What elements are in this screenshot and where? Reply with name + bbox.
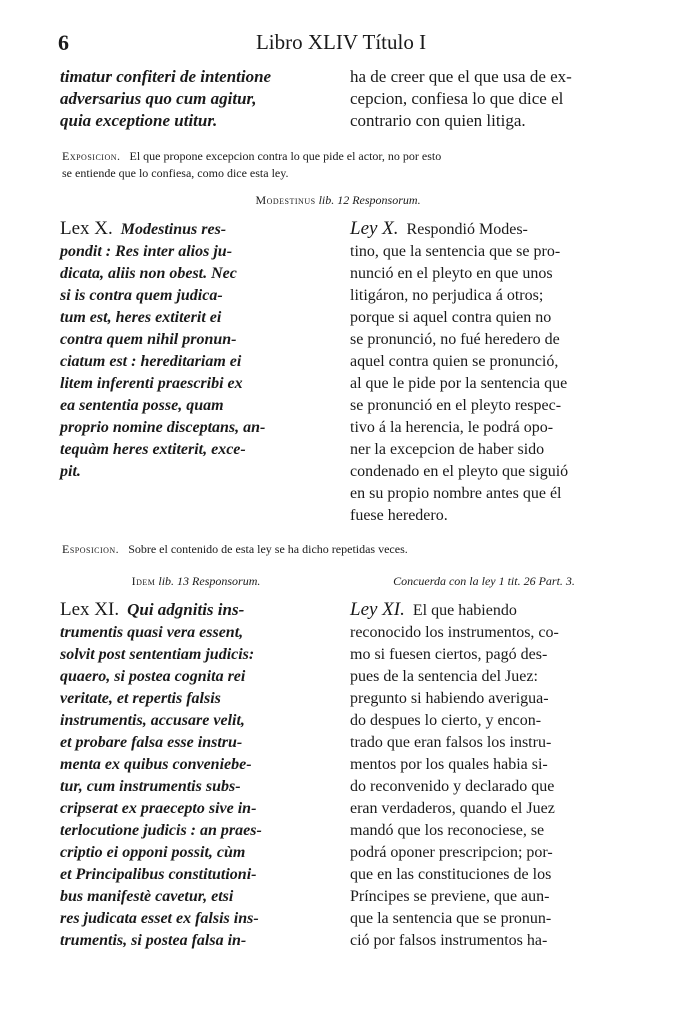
text-line: pit. (60, 463, 81, 480)
text-line: Príncipes se previene, que aun- (350, 888, 550, 905)
ley-x-spanish (350, 218, 618, 527)
exposicion-text: se entiende que lo confiesa, como dice esta ley. (62, 166, 289, 180)
text-line: et Principalibus constitutioni- (60, 866, 257, 883)
text-line: tivo á la herencia, le podrá opo- (350, 419, 554, 436)
source-reference (60, 192, 616, 208)
concordance-reference: Concuerda con la ley 1 tit. 26 Part. 3. (393, 574, 575, 588)
text-line: ciatum est : hereditariam ei (60, 353, 242, 370)
text-line: tequàm heres extiterit, exce- (60, 441, 246, 458)
text-line: tino, que la sentencia que se pro- (350, 243, 561, 260)
text-line: trumentis, si postea falsa in- (60, 932, 247, 949)
lex-xi-latin (60, 599, 332, 952)
text-line: aquel contra quien se pronunció, (350, 353, 559, 370)
text-line: condenado en el pleyto que siguió (350, 463, 569, 480)
text-line: mandó que los reconociese, se (350, 822, 545, 839)
text-line: do despues lo cierto, y encon- (350, 712, 542, 729)
text-line: veritate, et repertis falsis (60, 690, 221, 707)
text-line: adversarius quo cum agitur, (60, 89, 257, 108)
ley-heading: Ley X. (350, 218, 399, 239)
page-number: 6 (58, 30, 69, 55)
reference-source: lib. 12 Responsorum. (318, 193, 421, 207)
text-line: al que le pide por la sentencia que (350, 375, 568, 392)
reference-author: Modestinus (255, 193, 316, 207)
text-line: se pronunció en el pleyto respec- (350, 397, 562, 414)
text-line: fuese heredero. (350, 507, 448, 524)
text-line: litem inferenti praescribi ex (60, 375, 243, 392)
text-line: se pronunció, no fué heredero de (350, 331, 560, 348)
reference-author: Idem (131, 574, 156, 588)
text-line: mentos por los quales habia si- (350, 756, 548, 773)
page-header (58, 30, 624, 60)
text-line: solvit post sententiam judicis: (60, 646, 255, 663)
source-reference (60, 573, 332, 589)
text-line: trado que eran falsos los instru- (350, 734, 552, 751)
spanish-continuation (350, 66, 618, 132)
text-line: terlocutione judicis : an praes- (60, 822, 262, 839)
latin-continuation (60, 66, 332, 132)
text-line: que la sentencia que se pronun- (350, 910, 552, 927)
text-line: Respondió Modes- (406, 221, 528, 238)
text-line: trumentis quasi vera essent, (60, 624, 244, 641)
esposicion-label: Esposicion. (62, 542, 120, 556)
text-line: ner la excepcion de haber sido (350, 441, 545, 458)
lex-heading: Lex X. (60, 218, 113, 239)
text-line: dicata, aliis non obest. Nec (60, 265, 237, 282)
text-line: Modestinus res- (120, 221, 227, 238)
text-line: et probare falsa esse instru- (60, 734, 243, 751)
text-line: ció por falsos instrumentos ha- (350, 932, 548, 949)
text-line: timatur confiteri de intentione (60, 67, 272, 86)
reference-source: lib. 13 Responsorum. (158, 574, 261, 588)
text-line: quia exceptione utitur. (60, 111, 218, 130)
text-line: pues de la sentencia del Juez: (350, 668, 538, 685)
text-line: ea sententia posse, quam (60, 397, 224, 414)
text-line: litigáron, no perjudica á otros; (350, 287, 544, 304)
exposicion-text: El que propone excepcion contra lo que pide el actor, no por esto (129, 149, 442, 163)
text-line: cripserat ex praecepto sive in- (60, 800, 257, 817)
text-line: si is contra quem judica- (60, 287, 223, 304)
text-line: nunció en el pleyto en que unos (350, 265, 553, 282)
text-line: cepcion, confiesa lo que dice el (350, 89, 564, 108)
text-line: contra quem nihil pronun- (60, 331, 237, 348)
text-line: reconocido los instrumentos, co- (350, 624, 559, 641)
text-line: proprio nomine disceptans, an- (60, 419, 266, 436)
text-line: bus manifestè cavetur, etsi (60, 888, 234, 905)
text-line: eran verdaderos, quando el Juez (350, 800, 555, 817)
text-line: instrumentis, accusare velit, (60, 712, 245, 729)
text-line: criptio ei opponi possit, cùm (60, 844, 246, 861)
exposicion-note (62, 148, 618, 182)
text-line: do reconvenido y declarado que (350, 778, 555, 795)
text-line: podrá oponer prescripcion; por- (350, 844, 553, 861)
text-line: Qui adgnitis ins- (127, 600, 245, 619)
text-line: contrario con quien litiga. (350, 111, 526, 130)
running-title: Libro XLIV Título I (255, 30, 427, 54)
esposicion-note (62, 541, 618, 558)
ley-heading: Ley XI. (350, 599, 405, 620)
text-line: mo si fuesen ciertos, pagó des- (350, 646, 548, 663)
text-line: porque si aquel contra quien no (350, 309, 552, 326)
text-line: ha de creer que el que usa de ex- (350, 67, 572, 86)
text-line: menta ex quibus conveniebe- (60, 756, 252, 773)
lex-heading: Lex XI. (60, 599, 120, 620)
exposicion-label: Exposicion. (62, 149, 121, 163)
ley-xi-spanish (350, 599, 618, 952)
text-line: pondit : Res inter alios ju- (60, 243, 233, 260)
text-line: pregunto si habiendo averigua- (350, 690, 549, 707)
text-line: quaero, si postea cognita rei (60, 668, 246, 685)
text-line: El que habiendo (412, 602, 517, 619)
text-line: tum est, heres extiterit ei (60, 309, 222, 326)
esposicion-text: Sobre el contenido de esta ley se ha dicho repetidas veces. (128, 542, 408, 556)
text-line: tur, cum instrumentis subs- (60, 778, 241, 795)
text-line: que en las constituciones de los (350, 866, 552, 883)
text-line: en su propio nombre antes que él (350, 485, 562, 502)
text-line: res judicata esset ex falsis ins- (60, 910, 259, 927)
lex-x-latin (60, 218, 332, 483)
